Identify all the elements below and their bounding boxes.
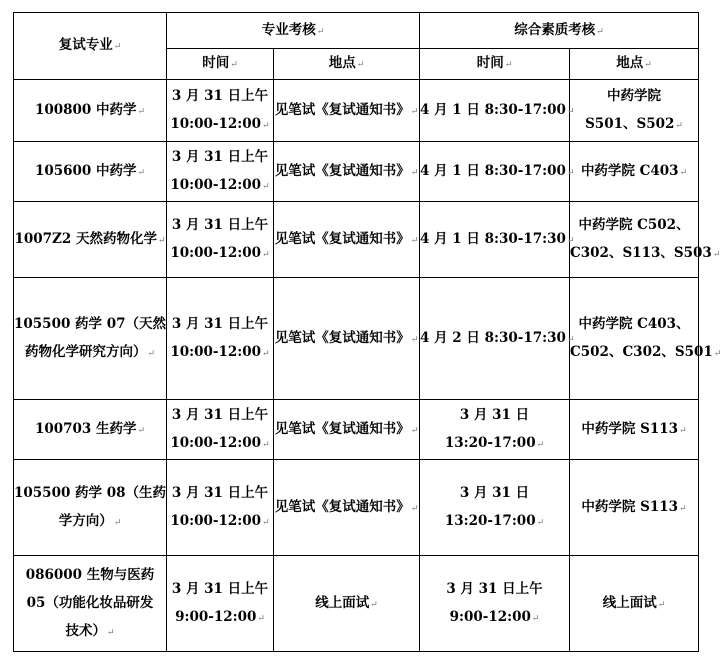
cell-comp-place	[570, 400, 699, 460]
cell-prof-time	[167, 142, 274, 202]
cell-prof-time-text: 3 月 31 日上午	[171, 580, 269, 597]
cell-comp-time	[420, 556, 570, 652]
cell-comp-place-text: 中药学院 C403、	[578, 315, 690, 332]
cell-prof-time-text: 10:00-12:00↵	[170, 434, 270, 451]
cell-major-text: 100703 生药学↵	[34, 420, 146, 437]
cell-major-text: 1007Z2 天然药物化学↵	[14, 230, 166, 247]
cell-prof-place	[274, 80, 420, 142]
cell-comp-time-text: 3 月 31 日	[459, 406, 530, 423]
cell-prof-place-text: 见笔试《复试通知书》↵	[274, 329, 419, 346]
cell-major-text: 100800 中药学↵	[34, 101, 146, 118]
cell-prof-time-text: 3 月 31 日上午	[171, 148, 269, 165]
cell-comp-place	[570, 80, 699, 142]
header-row	[14, 13, 699, 49]
cell-major	[14, 80, 167, 142]
cell-major	[14, 460, 167, 556]
header-prof-exam: 专业考核↵	[167, 13, 420, 49]
cell-major-text: 技术）↵	[65, 622, 115, 639]
cell-major-text: 05（功能化妆品研发	[26, 594, 154, 611]
cell-major	[14, 202, 167, 278]
cell-prof-place	[274, 142, 420, 202]
cell-comp-place	[570, 202, 721, 278]
cell-prof-place-text: 见笔试《复试通知书》↵	[274, 420, 419, 437]
cell-prof-time-text: 3 月 31 日上午	[171, 315, 269, 332]
cell-prof-time-text: 10:00-12:00↵	[170, 512, 270, 529]
cell-comp-time-text: 3 月 31 日	[459, 484, 530, 501]
cell-major	[14, 556, 167, 652]
cell-comp-place	[570, 556, 699, 652]
cell-comp-place-text: 中药学院 C502、	[578, 216, 690, 233]
cell-comp-place-text: 中药学院	[607, 87, 662, 104]
table-row	[14, 400, 699, 460]
cell-major-text: 105500 药学 08（生药	[14, 484, 167, 501]
cell-comp-time	[420, 80, 575, 142]
table-body	[14, 80, 721, 652]
cell-prof-time	[167, 400, 274, 460]
cell-prof-place-text: 线上面试↵	[315, 594, 378, 611]
cell-prof-time-text: 10:00-12:00↵	[170, 343, 270, 360]
cell-prof-time	[167, 278, 274, 400]
cell-prof-place	[274, 460, 420, 556]
cell-comp-place-text: 中药学院 S113↵	[581, 498, 687, 515]
cell-comp-place	[570, 142, 699, 202]
cell-prof-time	[167, 460, 274, 556]
cell-prof-place	[274, 278, 420, 400]
cell-prof-time-text: 3 月 31 日上午	[171, 406, 269, 423]
cell-prof-place-text: 见笔试《复试通知书》↵	[274, 101, 419, 118]
cell-comp-time	[420, 460, 570, 556]
cell-comp-place-text: C302、S113、S503↵	[570, 244, 721, 261]
cell-prof-place	[274, 202, 420, 278]
cell-comp-time-text: 4 月 1 日 8:30-17:30↵	[420, 230, 575, 247]
cell-comp-time-text: 4 月 1 日 8:30-17:00↵	[420, 101, 575, 118]
table-row	[14, 556, 699, 652]
cell-prof-place-text: 见笔试《复试通知书》↵	[274, 230, 419, 247]
cell-comp-time-text: 13:20-17:00↵	[444, 434, 545, 451]
cell-prof-time	[167, 556, 274, 652]
cell-major-text: 学方向）↵	[58, 512, 122, 529]
table-row	[14, 202, 699, 278]
cell-prof-time	[167, 202, 274, 278]
table-row	[14, 278, 699, 400]
cell-comp-place-text: 中药学院 C403↵	[580, 162, 688, 179]
cell-comp-time-text: 3 月 31 日上午	[446, 580, 543, 597]
cell-comp-place	[570, 278, 721, 400]
cell-prof-time	[167, 80, 274, 142]
cell-prof-time-text: 9:00-12:00↵	[175, 608, 265, 625]
table-row	[14, 80, 699, 142]
cell-comp-time	[420, 278, 575, 400]
cell-major	[14, 142, 167, 202]
cell-major-text: 105500 药学 07（天然	[14, 315, 167, 332]
subheader-comp-time: 时间↵	[420, 49, 570, 80]
cell-major-text: 105600 中药学↵	[34, 162, 146, 179]
header-comp-exam: 综合素质考核↵	[420, 13, 699, 49]
cell-comp-time-text: 4 月 2 日 8:30-17:30↵	[420, 329, 575, 346]
cell-prof-place	[274, 556, 420, 652]
cell-prof-time-text: 3 月 31 日上午	[171, 87, 269, 104]
cell-major-text: 086000 生物与医药	[25, 566, 155, 583]
cell-prof-time-text: 10:00-12:00↵	[170, 244, 270, 261]
cell-comp-place-text: 中药学院 S113↵	[581, 420, 687, 437]
subheader-prof-time: 时间↵	[167, 49, 274, 80]
cell-major-text: 药物化学研究方向）↵	[24, 343, 156, 360]
schedule-table	[13, 12, 721, 652]
cell-comp-time	[420, 202, 575, 278]
cell-comp-place-text: 线上面试↵	[602, 594, 666, 611]
cell-prof-place	[274, 400, 420, 460]
table-row	[14, 460, 699, 556]
cell-prof-time-text: 3 月 31 日上午	[171, 484, 269, 501]
cell-prof-time-text: 3 月 31 日上午	[171, 216, 269, 233]
cell-comp-time	[420, 142, 575, 202]
cell-prof-place-text: 见笔试《复试通知书》↵	[274, 498, 419, 515]
cell-comp-time	[420, 400, 570, 460]
table-row	[14, 142, 699, 202]
cell-prof-place-text: 见笔试《复试通知书》↵	[274, 162, 419, 179]
cell-comp-place-text: S501、S502↵	[585, 115, 683, 132]
cell-prof-time-text: 10:00-12:00↵	[170, 176, 270, 193]
cell-major	[14, 400, 167, 460]
cell-comp-time-text: 9:00-12:00↵	[449, 608, 540, 625]
header-major: 复试专业↵	[14, 13, 167, 80]
cell-comp-place-text: C502、C302、S501↵	[570, 343, 721, 360]
cell-comp-place	[570, 460, 699, 556]
subheader-prof-place: 地点↵	[274, 49, 420, 80]
cell-major	[14, 278, 167, 400]
subheader-comp-place: 地点↵	[570, 49, 699, 80]
cell-comp-time-text: 13:20-17:00↵	[444, 512, 545, 529]
cell-prof-time-text: 10:00-12:00↵	[170, 115, 270, 132]
cell-comp-time-text: 4 月 1 日 8:30-17:00↵	[420, 162, 575, 179]
